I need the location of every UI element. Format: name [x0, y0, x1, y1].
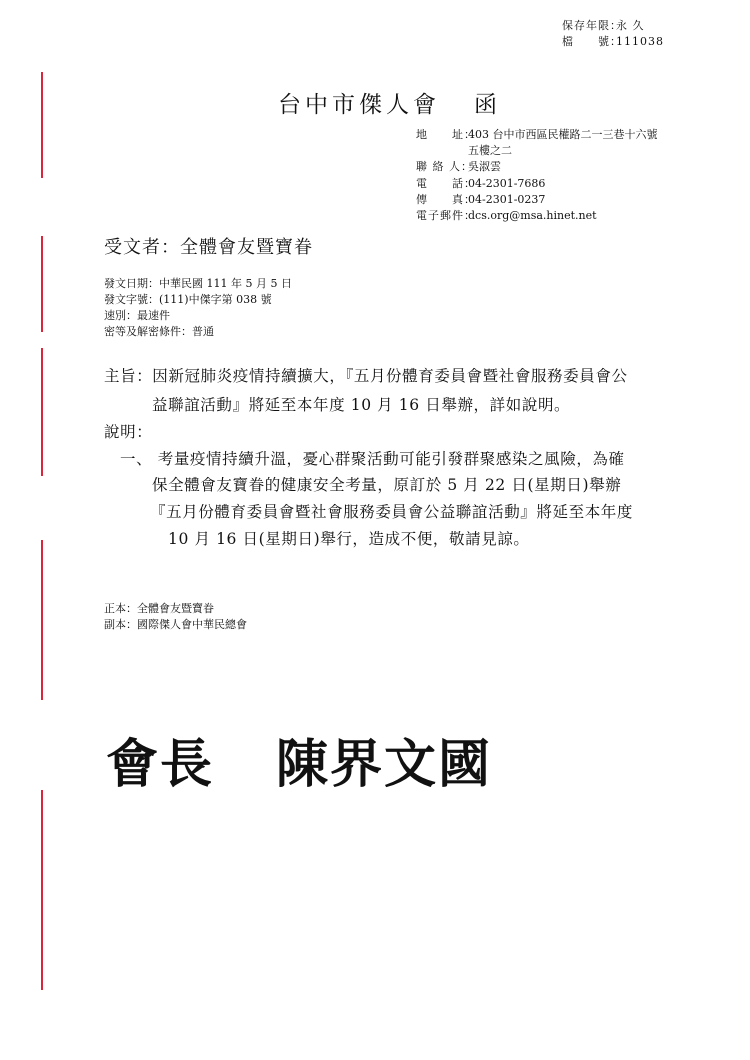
document-number: 發文字號：(111)中傑字第 038 號	[104, 293, 272, 306]
address-line2: 五樓之二	[468, 144, 512, 157]
document-type: 函	[474, 92, 501, 118]
file-number-label: 檔 號：	[562, 35, 622, 48]
contact-person-row	[416, 159, 501, 174]
explanation-item-1-line-3: 『五月份體育委員會暨社會服務委員會公益聯誼活動』將延至本年度	[150, 503, 634, 521]
subject-line-2: 益聯誼活動』將延至本年度 10 月 16 日舉辦，詳如說明。	[152, 396, 571, 414]
margin-mark	[41, 236, 43, 332]
signature	[106, 722, 492, 797]
retention-period	[562, 18, 645, 33]
address-label: 地 址：	[416, 128, 476, 141]
margin-mark	[41, 72, 43, 178]
fax-row	[416, 192, 545, 207]
margin-mark	[41, 540, 43, 700]
copy-recipient: 副本：國際傑人會中華民總會	[104, 618, 247, 631]
signature-role: 會長	[106, 735, 215, 795]
security-level: 密等及解密條件：普通	[104, 325, 214, 338]
signature-name: 陳界文國	[276, 735, 493, 795]
file-number	[562, 34, 664, 49]
email-row	[416, 208, 597, 223]
retention-value: 永 久	[616, 19, 645, 32]
subject-line-1: 主旨：因新冠肺炎疫情持續擴大，『五月份體育委員會暨社會服務委員會公	[104, 367, 628, 385]
phone-row	[416, 176, 545, 191]
email-value: dcs.org@msa.hinet.net	[468, 209, 597, 222]
explanation-item-1-line-1: 一、 考量疫情持續升溫，憂心群聚活動可能引發群聚感染之風險，為確	[120, 450, 625, 468]
email-label: 電子郵件：	[416, 209, 476, 222]
original-recipient: 正本：全體會友暨寶眷	[104, 602, 214, 615]
organization-name: 台中市傑人會	[278, 92, 440, 118]
explanation-item-1-line-4: 10 月 16 日(星期日)舉行，造成不便，敬請見諒。	[168, 530, 530, 548]
document-title	[278, 86, 501, 119]
file-number-value: 111038	[616, 35, 664, 48]
phone-value: 04-2301-7686	[468, 177, 546, 190]
contact-person-value: 吳淑雲	[468, 160, 501, 173]
address-row	[416, 127, 658, 142]
explanation-item-1-line-2: 保全體會友寶眷的健康安全考量，原訂於 5 月 22 日(星期日)舉辦	[152, 476, 622, 494]
delivery-speed: 速別：最速件	[104, 309, 170, 322]
fax-label: 傳 真：	[416, 193, 476, 206]
recipient: 受文者：全體會友暨寶眷	[104, 237, 313, 258]
contact-person-label: 聯 絡 人：	[416, 160, 473, 173]
margin-mark	[41, 348, 43, 476]
retention-label: 保存年限：	[562, 19, 622, 32]
address-value: 403 台中市西區民權路二一三巷十六號	[468, 128, 658, 141]
margin-mark	[41, 790, 43, 990]
phone-label: 電 話：	[416, 177, 476, 190]
issue-date: 發文日期：中華民國 111 年 5 月 5 日	[104, 277, 292, 290]
explanation-heading: 說明：	[104, 423, 153, 441]
fax-value: 04-2301-0237	[468, 193, 546, 206]
